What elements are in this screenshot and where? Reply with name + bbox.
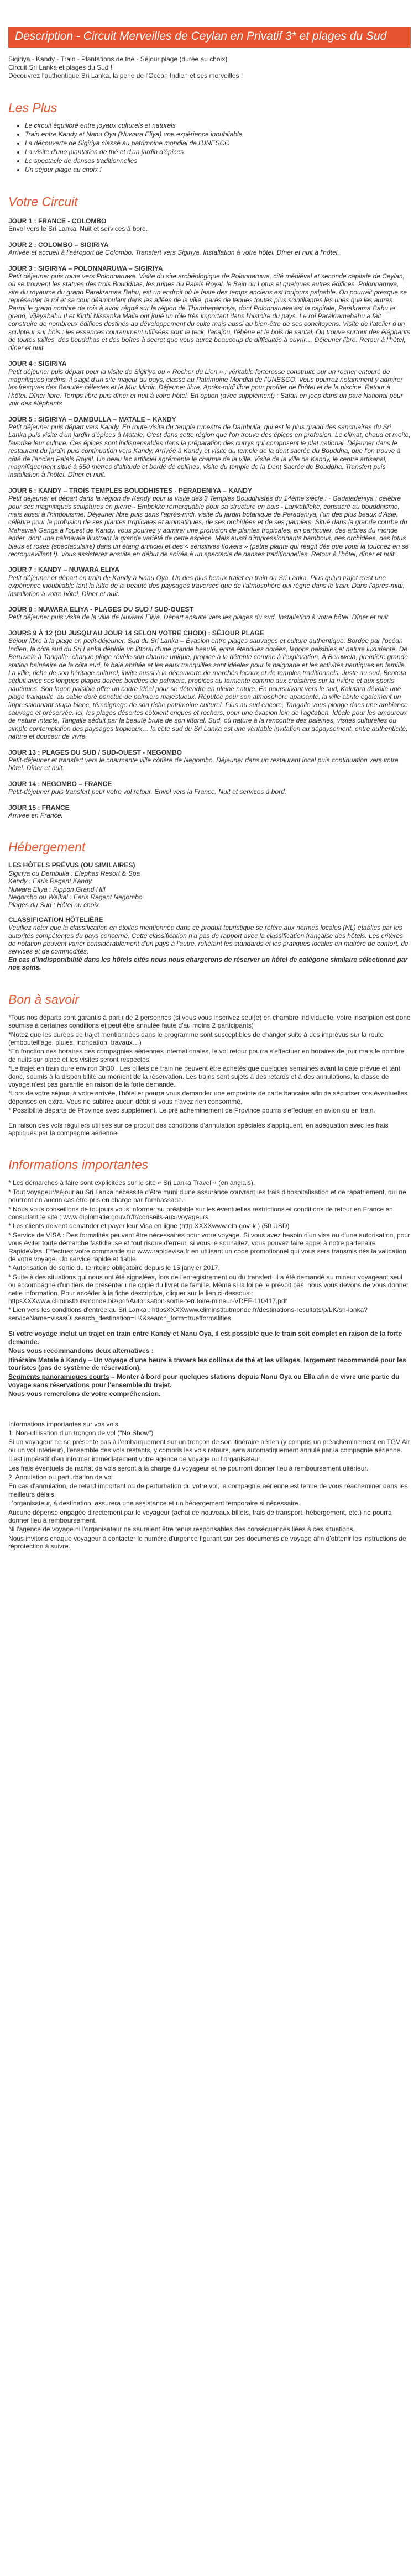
day-title: JOUR 14 : NEGOMBO – FRANCE [8, 779, 112, 788]
day-body: Séjour libre à la plage en petit-déjeuner. Sud du Sri Lanka – Évasion entre plages sauvages et culture authentique. Bordée par l'océan Indien, la côte sud du Sri Lanka déploie un littoral d'une grande beauté, entre étendues dorées, lagons paisibles et nature luxuriante. De Beruwela à Tangalle, chaque plage révèle son charme unique, propice à la détente comme à l'exploration. À Beruwela, première grande station balnéaire de la côte sud, la baie abritée et les eaux tranquilles sont idéales pour la baignade et les activités nautiques en famille. La ville, riche de son héritage culturel, invite aussi à la découverte de marchés locaux et de temples traditionnels. Juste au sud, Bentota séduit avec ses longues plages dorées bordées de palmiers, propices au farniente comme aux croisières sur la rivière et aux sports nautiques. Son lagon paisible offre un cadre idéal pour se détendre en pleine nature. En poursuivant vers le sud, Kalutara dévoile une plage tranquille, au sable doré ponctué de palmiers majestueux. Réputée pour son atmosphère apaisante, la ville abrite également un impressionnant stupa blanc, témoignage de son riche patrimoine culturel. Plus au sud encore, Tangalle vous plonge dans une ambiance sauvage et préservée. Ici, les plages désertes côtoient criques et rochers, pour une évasion loin de l'agitation. Idéale pour les amoureux de nature intacte, Tangalle séduit par la beauté brute de son littoral. Sud, où nature à la rencontre des baleines, visites culturelles ou simple contemplation des paysages tropicaux… la côte sud du Sri Lanka est une véritable invitation au dépaysement, entre authenticité, nature et douceur de vivre. [8, 637, 408, 741]
plus-list [8, 121, 411, 174]
hotel-line: Plages du Sud : Hôtel au choix [8, 901, 99, 909]
day-block [8, 629, 411, 741]
flights-info-paragraph: 2. Annulation ou perturbation de vol [8, 1473, 113, 1481]
page-content [8, 0, 411, 1551]
hotel-line: Sigiriya ou Dambulla : Elephas Resort & Spa [8, 869, 140, 877]
infos-paragraph: * Tout voyageur/séjour au Sri Lanka nécessite d'être muni d'une assurance couvrant les frais d'hospitalisation et de rapatriement, qui ne pourront en aucun cas être pris en charge par l'ambassade. [8, 1188, 406, 1204]
intro-block [8, 55, 411, 80]
intro-line: Sigiriya - Kandy - Train - Plantations de thé - Séjour plage (durée au choix) [8, 55, 228, 63]
bon-savoir-paragraph: *Tous nos départs sont garantis à partir de 2 personnes (si vous vous inscrivez seul(e) en chambre individuelle, votre inscription est donc soumise à certaines conditions et peut être annulée faute d'au moins 2 participants) [8, 1013, 411, 1030]
plus-item: • Le circuit équilibré entre joyaux culturels et naturels [25, 121, 411, 130]
day-body: Petit déjeuner puis route vers Polonnaruwa. Visite du site archéologique de Polonnaruwa, cité médiéval et seconde capitale de Ceylan, où se trouvent les statues des trois Bouddhas, les ruines du Palais Royal, le Bain du Lotus et quelques autres édifices. Polonnaruwa, site du royaume du grand Parakramaa Bahu, est un endroit où le faste des temps anciens est toujours palpable. On pourrait presque se représenter le roi et sa cour déambulant dans les allées de la ville, parés de tenues toutes plus scintillantes les unes que les autres. Parmi le grand nombre de rois à avoir régné sur la région de Thambapanniya, dont Polonnaruwa est la capitale, Parakrama Bahu le grand, Vijayabahu II et Kirthi Nissanka Malle ont joué un rôle très important dans l'histoire du pays. Le roi Parakramabahu a fait construire de nombreux édifices destinés au développement du culte mais aussi au bien-être de ses concitoyens. Visite de l'atelier d'un sculpteur sur bois : les essences couramment utilisées sont le teck, l'acajou, l'ébène et le bois de santal. On trouve surtout des éléphants de toutes tailles, des bouddhas et des boîtes à secret que vous aurez beaucoup de difficultés à ouvrir… Déjeuner libre. Retour à l'hôtel, dîner et nuit. [8, 272, 410, 352]
alternative-label: Itinéraire Matale à Kandy [8, 1356, 87, 1364]
intro-line: Découvrez l'authentique Sri Lanka, la perle de l'Océan Indien et ses merveilles ! [8, 72, 243, 80]
flights-info-paragraph: Si un voyageur ne se présente pas à l'embarquement sur un tronçon de son itinéraire aérien (y compris un préacheminement en TGV Air ou un vol intérieur), l'ensemble des vols restants, y compris les vols retours, sera automatiquement annulé par la compagnie aérienne. [8, 1438, 410, 1454]
day-block [8, 804, 411, 820]
day-title: JOURS 9 À 12 (OU JUSQU'AU JOUR 14 SELON VOTRE CHOIX) : SÉJOUR PLAGE [8, 629, 264, 637]
flights-info-paragraph: Il est impératif d'en informer immédiatement votre agence de voyage ou l'organisateur. [8, 1455, 262, 1463]
day-title: JOUR 15 : FRANCE [8, 803, 70, 812]
plus-item: • Le spectacle de danses traditionnelles [25, 156, 411, 165]
day-body: Petit déjeuner puis départ vers Kandy. En route visite du temple rupestre de Dambulla, qui est le plus grand des sanctuaires du Sri Lanka puis visite d'un jardin d'épices à Matale. C'est dans cette région que l'on trouve des épices en profusion. Le climat, chaud et moite, favorise leur culture. Ces épices sont indispensables dans la préparation des currys qui composent le plat national. Déjeuner dans le restaurant du jardin puis continuation vers Kandy. Arrivée à Kandy et visite du temple de la dent sacrée du Bouddha, que l'on trouve à côté de l'ancien Palais Royal. Un beau lac artificiel agrémente le charme de la ville. Visite de la ville de Kandy, le centre artisanal, magnifiquement situé à 550 mètres d'altitude et bordé de collines, visite du temple de la Dent Sacrée de Bouddha. Transfert puis installation à l'hôtel. Dîner et nuit. [8, 423, 411, 479]
train-note-line: Nous vous remercions de votre compréhension. [8, 1390, 161, 1398]
flights-info-paragraph: Aucune dépense engagée directement par le voyageur (achat de nouveaux billets, frais de transport, hébergement, etc.) ne pourra donner lieu à remboursement. [8, 1508, 392, 1524]
alternative-text: – Un voyage d'une heure à travers les collines de thé et les villages, largement recommandé pour les touristes (pas de système de réservation). [8, 1356, 406, 1372]
bon-savoir-paragraph: * Possibilité départs de Province avec supplément. Le pré acheminement de Province pourra s'effectuer en avion ou en train. [8, 1107, 375, 1115]
flights-info-block [8, 1420, 411, 1551]
infos-paragraph: * Suite à des situations qui nous ont été signalées, lors de l'enregistrement ou du transfert, il a été demandé au mineur voyageant seul ou accompagné d'un tiers de présenter une copie du livret de famille. Même si la loi ne le prévoit pas, nous vous devons de vous donner cette information. Pour accéder à la fiche descriptive, cliquer sur le lien ci-dessous : httpsXXXwww.climinstitutsmonde.biz/pdf/Autorisation-sortie-territoire-mineur-VDEF-110417.pdf [8, 1273, 409, 1305]
circuit-heading: Votre Circuit [8, 194, 78, 209]
day-body: Petit déjeuner et départ en train de Kandy à Nanu Oya. Un des plus beaux trajet en train du Sri Lanka. Plus qu'un trajet c'est une expérience inoubliable tant la lutte de la beauté des paysages traversés que de l'atmosphère qui règne dans le train. Dans l'après-midi, installation à votre hôtel. Dîner et nuit. [8, 573, 405, 598]
day-block [8, 415, 411, 479]
day-title: JOUR 13 : PLAGES DU SUD / SUD-OUEST - NEGOMBO [8, 748, 182, 756]
day-body: Petit déjeuner puis départ pour la visite de Sigiriya ou « Rocher du Lion » : véritable forteresse construite sur un rocher entouré de magnifiques jardins, il s'agit d'un site majeur du pays, classé au Patrimoine Mondial de l'UNESCO. Vous pourrez notamment y admirer les fresques des Beautés célestes et le Mur Miroir. Déjeuner libre. Après-midi libre pour profiter de l'hôtel et de la piscine. Retour à l'hôtel. Dîner libre. Temps libre puis dîner et nuit à votre hôtel. En option (avec supplément) : Safari en jeep dans un parc National pour voir des éléphants [8, 367, 403, 408]
day-block [8, 749, 411, 772]
flights-info-paragraph: Informations importantes sur vos vols [8, 1420, 118, 1428]
classification-heading: CLASSIFICATION HÔTELIÈRE [8, 915, 103, 924]
day-body: Petit déjeuner et départ dans la région de Kandy pour la visite des 3 Temples Bouddhistes du 14ème siècle : - Gadaladeniya : célèbre pour ses magnifiques sculptures en pierre - Embekke remarquable pour sa structure en bois - Lankatilleke, consacré au bouddhisme, mais aussi à l'hindouisme. Déjeuner libre puis dans l'après-midi, visite du jardin botanique de Peradeniya, l'un des plus beaux d'Asie, célèbre pour la profusion de ses plantes tropicales et aromatiques, de ses orchidées et de ses palmiers. Situé dans la grande courbe du Mahaweli Ganga à l'ouest de Kandy, vous pourrez y admirer une profusion de plantes tropicales, en particulier, des arbres du monde entier, dont une palmeraie illustrant la grande variété de cette espèce. Mais aussi d'impressionnants bambous, des orchidées, des lotus bleus et roses (spectaculaire) dans un étang artificiel et des « sensitives flowers » (petite plante qui réagit dès que vous la touchez en se recroquevillant !). Vous assisterez ensuite en début de soirée à un spectacle de danses traditionnelles. Retour à l'hôtel, dîner et nuit. [8, 494, 409, 559]
classification-text: Veuillez noter que la classification en étoiles mentionnée dans ce produit touristique se réfère aux normes locales (NL) établies par les autorités compétentes du pays concerné. Cette classification n'a pas de rapport avec la classification française des hôtels. Les critères de notation peuvent varier considérablement d'un pays à l'autre, reflétant les standards et les pratiques locales en matière de confort, de services et de commodités. [8, 924, 408, 956]
day-title: JOUR 1 : FRANCE - COLOMBO [8, 217, 107, 225]
flights-info-paragraph: En cas d'annulation, de retard important ou de perturbation du votre vol, la compagnie aérienne est tenue de vous réacheminer dans les meilleurs délais. [8, 1482, 408, 1498]
day-body: Arrivée et accueil à l'aéroport de Colombo. Transfert vers Sigiriya. Installation à votre hôtel. Dîner et nuit à l'hôtel. [8, 249, 339, 257]
hotels-heading: LES HÔTELS PRÉVUS (OU SIMILAIRES) [8, 861, 135, 870]
day-body: Petit-déjeuner et transfert vers le charmante ville côtière de Negombo. Déjeuner dans un restaurant local puis continuation vers votre hôtel. Dîner et nuit. [8, 756, 399, 772]
day-block [8, 566, 411, 598]
train-alternative [8, 1373, 411, 1389]
hotel-line: Negombo ou Waikal : Earls Regent Negombo [8, 893, 143, 902]
bon-savoir-paragraph: *En fonction des horaires des compagnies aériennes internationales, le vol retour pourra s'effectuer en horaires de jour mais le nombre de nuits sur place et les visites seront respectés. [8, 1047, 405, 1063]
flights-info-paragraph: Nous invitons chaque voyageur à contacter le numéro d'urgence figurant sur ses documents de voyage afin d'obtenir les instructions de réprotection à suivre. [8, 1534, 406, 1551]
alternative-text: – Monter à bord pour quelques stations depuis Nanu Oya ou Ella afin de vivre une partie du voyage sans réservations pour l'ensemble du trajet. [8, 1373, 400, 1389]
hotel-line: Nuwara Eliya : Rippon Grand Hill [8, 885, 106, 893]
day-block [8, 780, 411, 796]
infos-paragraph: * Les démarches à faire sont explicitées sur le site « Sri Lanka Travel » (en anglais). [8, 1179, 255, 1187]
plus-item: • Train entre Kandy et Nanu Oya (Nuwara Eliya) une expérience inoubliable [25, 130, 411, 139]
hotel-line: Kandy : Earls Regent Kandy [8, 877, 92, 886]
day-block [8, 241, 411, 257]
infos-heading: Informations importantes [8, 1157, 149, 1172]
train-note-line: Si votre voyage inclut un trajet en train entre Kandy et Nanu Oya, il est possible que le train soit complet en raison de la forte demande. [8, 1330, 402, 1346]
infos-paragraph: * Service de VISA : Des formalités peuvent être nécessaires pour votre voyage. Si vous avez besoin d'un visa ou d'une autorisation, pour vous éviter toute démarche fastidieuse et tout risque d'erreur, si vous le souhaitez, vous pouvez faire appel à notre partenaire RapideVisa. Effectuez votre commande sur www.rapidevisa.fr en utilisant un code promotionnel qui vous sera transmis dès la validation de votre voyage. Un service rapide et fiable. [8, 1231, 410, 1263]
train-note-line: Nous vous recommandons deux alternatives : [8, 1347, 154, 1355]
hotels-block [8, 861, 411, 909]
day-block [8, 265, 411, 352]
plus-item: • Un séjour plage au choix ! [25, 165, 411, 174]
day-title: JOUR 4 : SIGIRIYA [8, 360, 67, 368]
page-title: Description - Circuit Merveilles de Ceylan en Privatif 3* et plages du Sud [8, 27, 411, 48]
plus-item: • La visite d'une plantation de thé et d'un jardin d'épices [25, 147, 411, 156]
infos-block [8, 1179, 411, 1322]
day-body: Petit déjeuner puis visite de la ville de Nuwara Eliya. Départ ensuite vers les plages du sud. Installation à votre hôtel. Dîner et nuit. [8, 613, 390, 621]
flights-info-paragraph: 1. Non-utilisation d'un tronçon de vol ("No Show") [8, 1429, 154, 1437]
alternative-label: Segments panoramiques courts [8, 1373, 109, 1381]
plus-heading: Les Plus [8, 101, 57, 115]
day-body: Arrivée en France. [8, 812, 63, 819]
day-block [8, 605, 411, 621]
day-block [8, 217, 411, 233]
bon-savoir-paragraph: *Lors de votre séjour, à votre arrivée, l'hôtelier pourra vous demander une empreinte de carte bancaire afin de sécuriser vos éventuelles dépenses en extra. Vous ne subirez aucun débit si vous n'avez rien consommé. [8, 1089, 408, 1105]
bon-savoir-block [8, 1014, 411, 1137]
plus-item: • La découverte de Sigiriya classé au patrimoine mondial de l'UNESCO [25, 139, 411, 147]
day-body: Petit-déjeuner puis transfert pour votre vol retour. Envol vers la France. Nuit et services à bord. [8, 788, 287, 796]
day-title: JOUR 2 : COLOMBO – SIGIRIYA [8, 240, 109, 249]
intro-line: Circuit Sri Lanka et plages du Sud ! [8, 64, 113, 71]
day-block [8, 487, 411, 559]
infos-paragraph: * Autorisation de sortie du territoire obligatoire depuis le 15 janvier 2017. [8, 1264, 220, 1272]
classification-block [8, 916, 411, 972]
flights-info-paragraph: L'organisateur, à destination, assurera une assistance et un hébergement temporaire si nécessaire. [8, 1499, 300, 1508]
day-body: Envol vers le Sri Lanka. Nuit et services à bord. [8, 225, 148, 233]
hebergement-heading: Hébergement [8, 840, 86, 855]
infos-paragraph: * Lien vers les conditions d'entrée au Sri Lanka : httpsXXXXwww.climinstitutmonde.fr/destinations-resultats/p/LK/sri-lanka?serviceName=visasOLsearch_destination=LK&search_form=truefformalities [8, 1306, 368, 1322]
day-title: JOUR 3 : SIGIRIYA – POLONNARUWA – SIGIRIYA [8, 264, 163, 272]
day-title: JOUR 6 : KANDY – TROIS TEMPLES BOUDDHISTES - PERADENIYA – KANDY [8, 486, 252, 494]
infos-paragraph: * Les clients doivent demander et payer leur Visa en ligne (http.XXXXwww.eta.gov.lk ) (50 USD) [8, 1222, 290, 1230]
bon-savoir-paragraph: En raison des vols réguliers utilisés sur ce produit des conditions d'annulation spéciales s'appliquent, en adéquation avec les frais appliqués par la compagnie aérienne. [8, 1121, 389, 1137]
flights-info-paragraph: Les frais éventuels de rachat de vols seront à la charge du voyageur et ne pourront donner lieu à remboursement ultérieur. [8, 1464, 369, 1472]
flights-info-paragraph: Ni l'agence de voyage ni l'organisateur ne sauraient être tenus responsables des conséquences liées à ces situations. [8, 1525, 355, 1534]
infos-paragraph: * Nous vous conseillons de toujours vous informer au préalable sur les éventuelles restrictions et conditions de retour en France en consultant le site : www.diplomatie.gouv.fr/fr/conseils-aux-voyageurs [8, 1205, 393, 1221]
day-title: JOUR 5 : SIGIRIYA – DAMBULLA – MATALE – KANDY [8, 415, 176, 423]
bon-savoir-paragraph: *Le trajet en train dure environ 3h30 . Les billets de train ne peuvent être achetés que quelques semaines avant la date prévue et tant donc, soumis à la disponibilité au moment de la réservation. Les trains sont sujets à des retards et à des annulations, la classe de voyage n'est pas garantie en raison de la forte demande. [8, 1065, 401, 1088]
day-title: JOUR 8 : NUWARA ELIYA - PLAGES DU SUD / SUD-OUEST [8, 605, 193, 614]
train-note [8, 1330, 411, 1398]
bon-savoir-paragraph: *Notez que les durées de trajet mentionnées dans le programme sont susceptibles de changer suite à des imprévus sur la route (embouteillage, pluies, inondation, travaux…) [8, 1030, 384, 1046]
bon-savoir-heading: Bon à savoir [8, 992, 79, 1007]
train-alternative [8, 1356, 411, 1372]
day-title: JOUR 7 : KANDY – NUWARA ELIYA [8, 566, 119, 574]
classification-bold: En cas d'indisponibilité dans les hôtels cités nous nous chargerons de réserver un hôtel de catégorie similaire sélectionné par nos soins. [8, 955, 408, 972]
day-block [8, 360, 411, 407]
